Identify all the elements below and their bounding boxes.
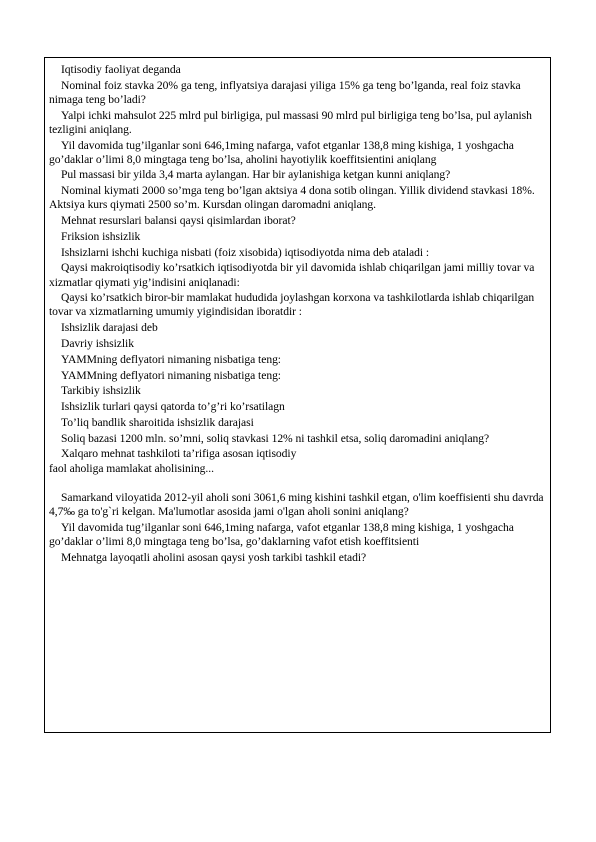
question-6: Nominal kiymati 2000 so’mga teng bo’lgan aktsiya 4 dona sotib olingan. Yillik dividend stavkasi 18%. Aktsiya kurs qiymati 2500 so’m. Kursdan olingan daromadni aniqlang. xyxy=(49,184,535,212)
question-14: YAMMning deflyatori nimaning nisbatiga teng: xyxy=(61,352,281,366)
question-list-box xyxy=(44,57,551,733)
question-7: Mehnat resurslari balansi qaysi qisimlardan iborat? xyxy=(61,214,296,228)
question-12: Ishsizlik darajasi deb xyxy=(61,321,158,335)
blank-line xyxy=(49,477,546,491)
question-8: Friksion ishsizlik xyxy=(61,229,141,243)
question-22: Yil davomida tug’ilganlar soni 646,1ming nafarga, vafot etganlar 138,8 ming kishiga, 1 yoshgacha go’daklar o’limi 8,0 mingtaga teng bo’lsa, go’daklarning vafot etish koeffitsienti xyxy=(49,521,514,549)
question-3: Yalpi ichki mahsulot 225 mlrd pul birligiga, pul massasi 90 mlrd pul birligiga teng bo’lsa, pul aylanish tezligini aniqlang. xyxy=(49,108,532,136)
question-4: Yil davomida tug’ilganlar soni 646,1ming nafarga, vafot etganlar 138,8 ming kishiga, 1 yoshgacha go’daklar o’limi 8,0 mingtaga teng bo’lsa, aholini hayotiylik koeffitsientini aniqlang xyxy=(49,138,514,166)
question-9: Ishsizlarni ishchi kuchiga nisbati (foiz xisobida) iqtisodiyotda nima deb ataladi : xyxy=(61,245,430,259)
question-18: To’liq bandlik sharoitida ishsizlik darajasi xyxy=(61,415,254,429)
question-13: Davriy ishsizlik xyxy=(61,336,134,350)
question-2: Nominal foiz stavka 20% ga teng, inflyatsiya darajasi yiliga 15% ga teng bo’lganda, real foiz stavka nimaga teng bo’ladi? xyxy=(49,78,521,106)
question-5: Pul massasi bir yilda 3,4 marta aylangan. Har bir aylanishiga ketgan kunni aniqlang? xyxy=(61,168,451,182)
question-17: Ishsizlik turlari qaysi qatorda to’g’ri ko’rsatilagn xyxy=(61,400,285,414)
question-16: Tarkibiy ishsizlik xyxy=(61,384,141,398)
question-1: Iqtisodiy faoliyat deganda xyxy=(61,63,181,76)
question-20-continuation: faol aholiga mamlakat aholisining... xyxy=(49,461,214,475)
question-15: YAMMning deflyatori nimaning nisbatiga teng: xyxy=(61,368,281,382)
question-19: Soliq bazasi 1200 mln. so’mni, soliq stavkasi 12% ni tashkil etsa, soliq daromadini aniqlang? xyxy=(61,431,490,445)
question-20: Xalqaro mehnat tashkiloti ta’rifiga asosan iqtisodiy xyxy=(61,447,297,461)
question-10: Qaysi makroiqtisodiy ko’rsatkich iqtisodiyotda bir yil davomida ishlab chiqarilgan jami milliy tovar va xizmatlar qiymati yig’indisini aniqlanadi: xyxy=(49,261,535,289)
question-23: Mehnatga layoqatli aholini asosan qaysi yosh tarkibi tashkil etadi? xyxy=(61,551,367,565)
question-21: Samarkand viloyatida 2012-yil aholi soni 3061,6 ming kishini tashkil etgan, o'lim koeffisienti shu davrda 4,7‰ ga to'g`ri kelgan. Ma'lumotlar asosida jami o'lgan aholi sonini aniqlang? xyxy=(49,491,544,519)
question-11: Qaysi ko’rsatkich biror-bir mamlakat hududida joylashgan korxona va tashkilotlarda ishlab chiqarilgan tovar va xizmatlarning umumiy yigindisidan iboratdir : xyxy=(49,291,535,319)
